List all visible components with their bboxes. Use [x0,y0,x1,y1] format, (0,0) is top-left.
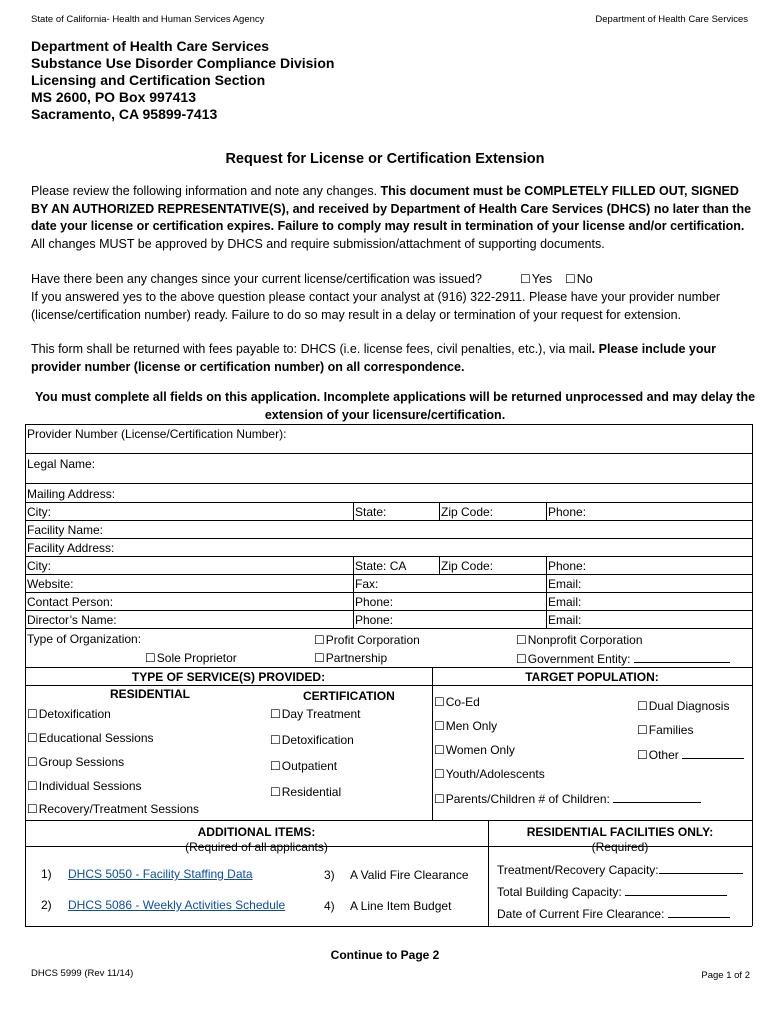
email-label[interactable]: Email: [548,577,582,591]
dhcs-5086-link[interactable]: DHCS 5086 - Weekly Activities Schedule [68,898,286,912]
address-line: Sacramento, CA 95899-7413 [31,106,218,122]
target-other-field[interactable] [637,747,744,762]
facility-name-label[interactable]: Facility Name: [27,523,104,537]
target-men-checkbox[interactable]: ☐ Men Only [434,719,497,733]
services-heading: TYPE OF SERVICE(S) PROVIDED: [131,670,326,684]
analyst-paragraph [31,289,720,324]
target-other-checkbox[interactable]: ☐ Other [637,748,679,762]
target-heading: TARGET POPULATION: [525,670,659,684]
item-number: 3) [324,868,335,882]
analyst-text: (license/certification number) ready. Failure to do so may result in a delay or termination of your request for extension. [31,307,682,322]
item-number: 4) [324,899,335,913]
fees-bold: provider number (license or certification number) on all correspondence. [31,359,465,374]
mailing-zip-label[interactable]: Zip Code: [441,505,494,519]
address-block [31,38,334,123]
partnership-checkbox[interactable]: ☐ Partnership [314,651,387,665]
mailing-phone-label[interactable]: Phone: [548,505,587,519]
dhcs-5050-link[interactable]: DHCS 5050 - Facility Staffing Data [68,867,253,881]
legal-name-label[interactable]: Legal Name: [27,457,96,471]
res-educational-checkbox[interactable]: ☐ Educational Sessions [27,731,154,745]
address-line: Substance Use Disorder Compliance Division [31,55,335,71]
intro-bold: This document must be COMPLETELY FILLED OUT, SIGNED [380,184,739,198]
continue-note: Continue to Page 2 [330,948,440,962]
facility-state-label[interactable]: State: CA [355,559,407,573]
residential-only-heading: RESIDENTIAL FACILITIES ONLY: [526,825,714,839]
res-individual-checkbox[interactable]: ☐ Individual Sessions [27,779,142,793]
residential-only-subheading: (Required) [591,840,649,854]
res-recovery-checkbox[interactable]: ☐ Recovery/Treatment Sessions [27,802,199,816]
mailing-state-label[interactable]: State: [355,505,387,519]
contact-person-label[interactable]: Contact Person: [27,595,114,609]
address-line: MS 2600, PO Box 997413 [31,89,196,105]
government-entity-checkbox[interactable]: ☐ Government Entity: [516,652,630,666]
nonprofit-corp-checkbox[interactable]: ☐ Nonprofit Corporation [516,633,643,647]
fax-label[interactable]: Fax: [355,577,379,591]
target-parents-checkbox[interactable]: ☐ Parents/Children # of Children: [434,792,610,806]
target-youth-checkbox[interactable]: ☐ Youth/Adolescents [434,767,545,781]
type-of-org-label: Type of Organization: [27,632,142,646]
cert-day-treatment-checkbox[interactable]: ☐ Day Treatment [270,707,360,721]
target-parents-field[interactable] [434,791,701,806]
res-group-checkbox[interactable]: ☐ Group Sessions [27,755,124,769]
intro-text: All changes MUST be approved by DHCS and require submission/attachment of supporting documents. [31,236,605,251]
government-entity-field[interactable] [516,651,730,666]
additional-heading: ADDITIONAL ITEMS: [197,825,316,839]
res-detox-checkbox[interactable]: ☐ Detoxification [27,707,111,721]
agency-header: State of California- Health and Human Services Agency [31,14,265,25]
cert-residential-checkbox[interactable]: ☐ Residential [270,785,341,799]
form-id: DHCS 5999 (Rev 11/14) [31,968,134,979]
additional-subheading: (Required of all applicants) [185,840,328,854]
contact-phone-label[interactable]: Phone: [355,595,394,609]
cert-outpatient-checkbox[interactable]: ☐ Outpatient [270,759,337,773]
fees-text: This form shall be returned with fees payable to: DHCS (i.e. license fees, civil penalties, etc.), via mail [31,342,592,356]
changes-question: Have there been any changes since your current license/certification was issued? [31,272,482,286]
contact-email-label[interactable]: Email: [548,595,582,609]
treatment-capacity-field[interactable]: Treatment/Recovery Capacity: [497,862,743,877]
intro-text: Please review the following information and note any changes. [31,184,381,198]
building-capacity-field[interactable]: Total Building Capacity: [497,884,727,899]
address-line: Licensing and Certification Section [31,72,266,88]
facility-zip-label[interactable]: Zip Code: [441,559,494,573]
directors-name-label[interactable]: Director’s Name: [27,613,117,627]
mailing-city-label[interactable]: City: [27,505,51,519]
website-label[interactable]: Website: [27,577,74,591]
yes-checkbox[interactable]: ☐ Yes [520,271,552,289]
provider-number-label[interactable]: Provider Number (License/Certification Number): [27,427,287,441]
no-checkbox[interactable]: ☐ No [565,271,593,289]
target-dual-checkbox[interactable]: ☐ Dual Diagnosis [637,699,729,713]
target-women-checkbox[interactable]: ☐ Women Only [434,743,515,757]
department-header: Department of Health Care Services [595,14,748,25]
mailing-address-label[interactable]: Mailing Address: [27,487,116,501]
warning-text: You must complete all fields on this application. Incomplete applications will be returned unprocessed and may delay the extension of your licensure/certification. [34,390,756,422]
page-title: Request for License or Certification Extension [225,151,545,167]
intro-paragraph [31,183,751,253]
profit-corp-checkbox[interactable]: ☐ Profit Corporation [314,633,420,647]
facility-phone-label[interactable]: Phone: [548,559,587,573]
residential-heading: RESIDENTIAL [110,687,191,701]
analyst-text: If you answered yes to the above question please contact your analyst at (916) 322-2911. Please have your provider number [31,290,721,304]
line-item-budget-item: A Line Item Budget [350,899,452,913]
fees-paragraph [31,341,716,376]
page-number: Page 1 of 2 [701,970,750,981]
address-line: Department of Health Care Services [31,38,270,54]
facility-city-label[interactable]: City: [27,559,51,573]
fees-bold: . Please include your [591,342,717,356]
director-email-label[interactable]: Email: [548,613,582,627]
intro-bold: date your license or certification expires. Failure to comply may result in termination of your license and/or certification. [31,219,745,233]
intro-bold: BY AN AUTHORIZED REPRESENTATIVE(S), and received by Department of Health Care Services (DHCS) no later than the [31,201,752,216]
fire-clearance-date-field[interactable]: Date of Current Fire Clearance: [497,906,730,921]
item-number: 2) [41,898,52,912]
target-families-checkbox[interactable]: ☐ Families [637,723,693,737]
director-phone-label[interactable]: Phone: [355,613,394,627]
fire-clearance-item: A Valid Fire Clearance [350,868,469,882]
certification-heading: CERTIFICATION [303,689,395,703]
target-coed-checkbox[interactable]: ☐ Co-Ed [434,695,480,709]
sole-proprietor-checkbox[interactable]: ☐ Sole Proprietor [145,651,237,665]
facility-address-label[interactable]: Facility Address: [27,541,115,555]
cert-detox-checkbox[interactable]: ☐ Detoxification [270,733,354,747]
item-number: 1) [41,867,52,881]
